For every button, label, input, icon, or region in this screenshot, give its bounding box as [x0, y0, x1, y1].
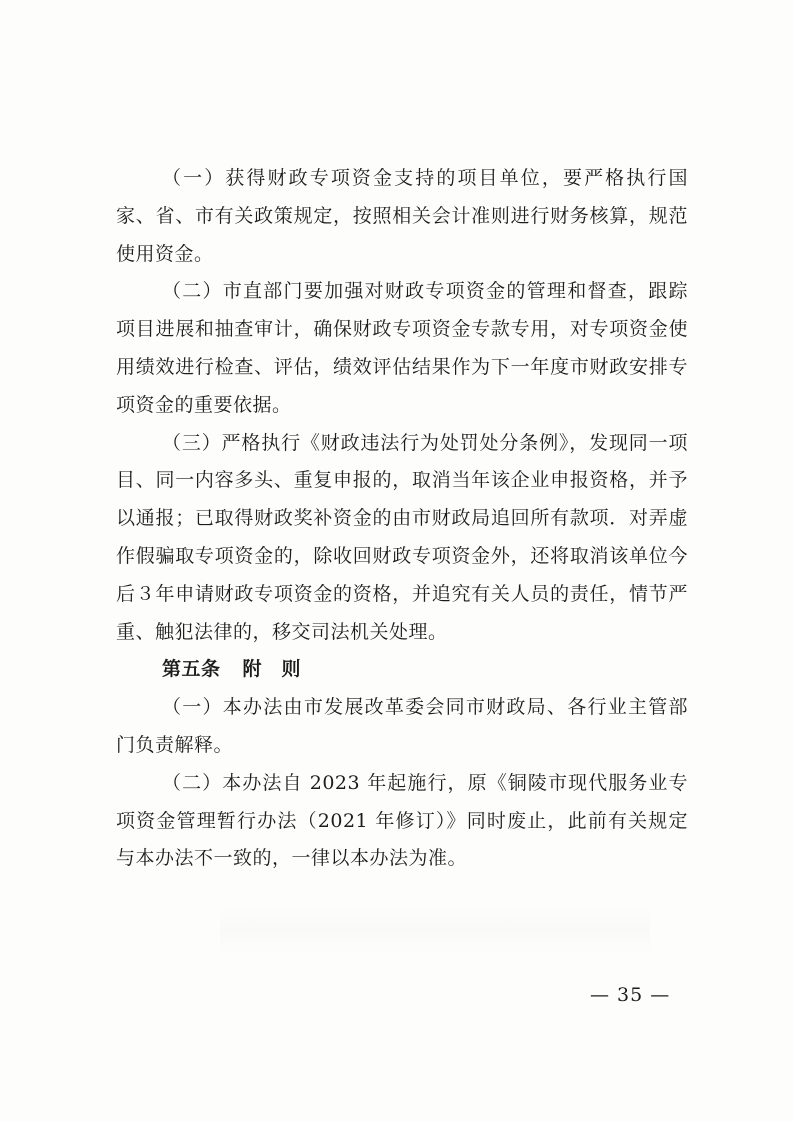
paragraph-3: （三）严格执行《财政违法行为处罚处分条例》，发现同一项目、同一内容多头、重复申报的，取消当年该企业申报资格，并予以通报；已取得财政奖补资金的由市财政局追回所有款项．对弄虚作假骗取专项资金的，除收回财政专项资金外，还将取消该单位今后３年申请财政专项资金的资格，并追究有关人员的责任，情节严重、触犯法律的，移交司法机关处理。 [116, 431, 688, 643]
article-title: 附 则 [242, 658, 302, 681]
page-number: — 35 — [590, 984, 671, 1006]
article-paragraph-1: （一）本办法由市发展改革委会同市财政局、各行业主管部门负责解释。 [116, 696, 688, 756]
article-number: 第五条 [162, 658, 221, 681]
document-body [116, 160, 688, 878]
article-paragraph-2: （二）本办法自 2023 年起施行，原《铜陵市现代服务业专项资金管理暂行办法（2021 年修订）》同时废止，此前有关规定与本办法不一致的，一律以本办法为准。 [116, 771, 688, 870]
scan-artifact [220, 905, 650, 955]
paragraph-2: （二）市直部门要加强对财政专项资金的管理和督查，跟踪项目进展和抽查审计，确保财政专项资金专款专用，对专项资金使用绩效进行检查、评估，绩效评估结果作为下一年度市财政安排专项资金的重要依据。 [116, 280, 688, 416]
paragraph-1: （一）获得财政专项资金支持的项目单位，要严格执行国家、省、市有关政策规定，按照相关会计准则进行财务核算，规范使用资金。 [116, 167, 688, 265]
article-heading [116, 651, 688, 689]
